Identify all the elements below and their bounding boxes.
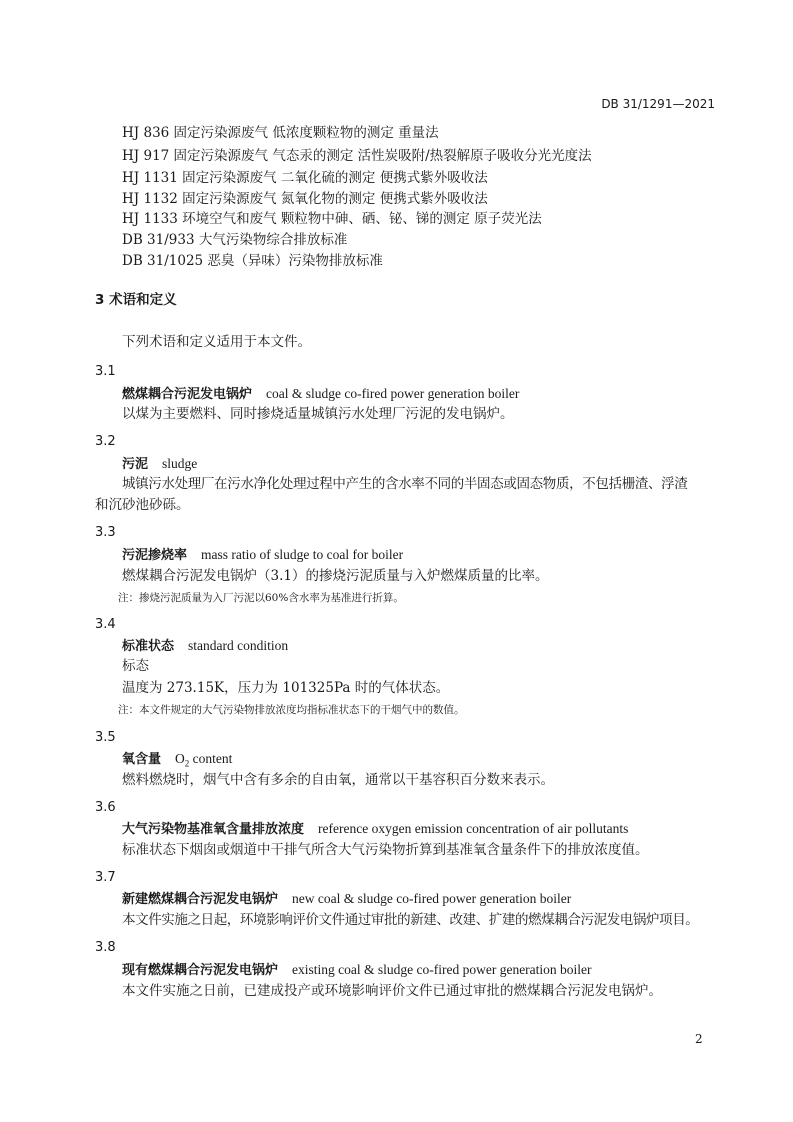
term-number: 3.5 bbox=[95, 730, 116, 745]
term-zh: 燃煤耦合污泥发电锅炉 bbox=[122, 387, 253, 402]
term-definition: 燃料燃烧时，烟气中含有多余的自由氧，通常以干基容积百分数来表示。 bbox=[122, 772, 554, 788]
term-number: 3.3 bbox=[95, 525, 116, 540]
term-number: 3.6 bbox=[95, 800, 116, 815]
term-number: 3.1 bbox=[95, 364, 116, 379]
term-en bbox=[175, 751, 233, 769]
term-en: existing coal & sludge co-fired power generation boiler bbox=[292, 962, 592, 977]
term-zh: 大气污染物基准氧含量排放浓度 bbox=[122, 822, 305, 837]
reference-item: HJ 1133 环境空气和废气 颗粒物中砷、硒、铋、锑的测定 原子荧光法 bbox=[122, 211, 542, 227]
section-intro: 下列术语和定义适用于本文件。 bbox=[122, 334, 311, 350]
term-definition: 本文件实施之日前，已建成投产或环境影响评价文件已通过审批的燃煤耦合污泥发电锅炉。 bbox=[122, 983, 662, 999]
term-heading bbox=[122, 385, 519, 404]
document-code: DB 31/1291—2021 bbox=[601, 97, 715, 111]
term-heading bbox=[122, 546, 403, 565]
term-definition: 城镇污水处理厂在污水净化处理过程中产生的含水率不同的半固态或固态物质，不包括栅渣、浮渣 bbox=[122, 476, 688, 492]
term-zh: 污泥 bbox=[122, 457, 149, 472]
term-definition: 本文件实施之日起，环境影响评价文件通过审批的新建、改建、扩建的燃煤耦合污泥发电锅炉项目。 bbox=[122, 912, 699, 928]
term-en-prefix: O bbox=[175, 751, 185, 766]
term-en: standard condition bbox=[188, 638, 289, 653]
page-number: 2 bbox=[695, 1032, 703, 1046]
term-note: 注：本文件规定的大气污染物排放浓度均指标准状态下的干烟气中的数值。 bbox=[118, 704, 465, 716]
reference-item: HJ 1131 固定污染源废气 二氧化硫的测定 便携式紫外吸收法 bbox=[122, 170, 488, 186]
term-heading bbox=[122, 890, 571, 909]
term-definition: 温度为 273.15K，压力为 101325Pa 时的气体状态。 bbox=[122, 680, 450, 696]
reference-item: DB 31/933 大气污染物综合排放标准 bbox=[122, 232, 348, 248]
term-number: 3.4 bbox=[95, 617, 116, 632]
term-zh: 新建燃煤耦合污泥发电锅炉 bbox=[122, 892, 279, 907]
term-zh: 标准状态 bbox=[122, 639, 175, 654]
term-number: 3.2 bbox=[95, 434, 116, 449]
term-en: sludge bbox=[162, 456, 198, 471]
term-alias: 标态 bbox=[122, 658, 149, 674]
term-zh: 污泥掺烧率 bbox=[122, 548, 188, 563]
term-en-subscript: 2 bbox=[184, 758, 190, 769]
term-heading bbox=[122, 820, 628, 839]
section-title: 3 术语和定义 bbox=[95, 292, 177, 308]
term-heading bbox=[122, 750, 232, 773]
term-en-suffix: content bbox=[189, 751, 233, 766]
term-en: mass ratio of sludge to coal for boiler bbox=[201, 547, 404, 562]
term-en: reference oxygen emission concentration of air pollutants bbox=[318, 821, 629, 836]
term-heading bbox=[122, 455, 197, 474]
term-heading bbox=[122, 961, 592, 980]
reference-item: HJ 917 固定污染源废气 气态汞的测定 活性炭吸附/热裂解原子吸收分光光度法 bbox=[122, 148, 592, 164]
term-note: 注：掺烧污泥质量为入厂污泥以60%含水率为基准进行折算。 bbox=[118, 592, 404, 604]
term-en: new coal & sludge co-fired power generation boiler bbox=[292, 891, 572, 906]
term-definition: 燃煤耦合污泥发电锅炉（3.1）的掺烧污泥质量与入炉燃煤质量的比率。 bbox=[122, 568, 549, 584]
term-en: coal & sludge co-fired power generation boiler bbox=[266, 386, 520, 401]
term-heading bbox=[122, 637, 288, 656]
term-number: 3.7 bbox=[95, 870, 116, 885]
term-definition: 以煤为主要燃料、同时掺烧适量城镇污水处理厂污泥的发电锅炉。 bbox=[122, 406, 514, 422]
term-zh: 氧含量 bbox=[122, 752, 162, 767]
term-definition-continued: 和沉砂池砂砾。 bbox=[95, 497, 190, 513]
reference-item: HJ 1132 固定污染源废气 氮氧化物的测定 便携式紫外吸收法 bbox=[122, 191, 488, 207]
term-zh: 现有燃煤耦合污泥发电锅炉 bbox=[122, 963, 279, 978]
term-number: 3.8 bbox=[95, 940, 116, 955]
reference-item: HJ 836 固定污染源废气 低浓度颗粒物的测定 重量法 bbox=[122, 125, 439, 141]
reference-item: DB 31/1025 恶臭（异味）污染物排放标准 bbox=[122, 253, 383, 269]
term-definition: 标准状态下烟囱或烟道中干排气所含大气污染物折算到基准氧含量条件下的排放浓度值。 bbox=[122, 842, 649, 858]
